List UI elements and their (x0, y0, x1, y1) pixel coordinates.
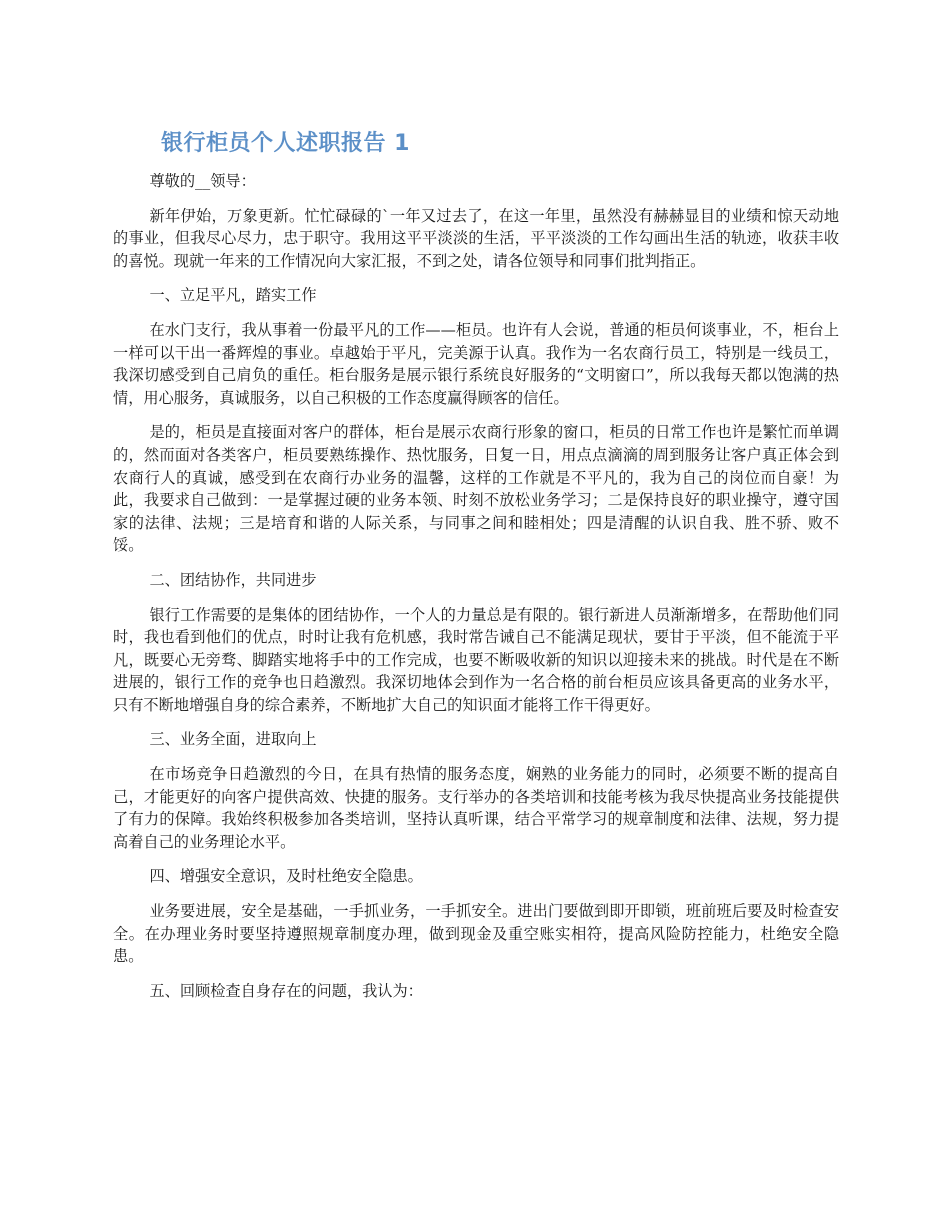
section-heading-3: 三、业务全面，进取向上 (149, 730, 317, 749)
paragraph-intro: 新年伊始，万象更新。忙忙碌碌的`一年又过去了，在这一年里，虽然没有赫赫显目的业绩和惊天动地的事业，但我尽心尽力，忠于职守。我用这平平淡淡的生活，平平淡淡的工作勾画出生活的轨迹，收获丰收的喜悦。现就一年来的工作情况向大家汇报，不到之处，请各位领导和同事们批判指正。 (113, 206, 839, 270)
paragraph-section-1a: 在水门支行，我从事着一份最平凡的工作——柜员。也许有人会说，普通的柜员何谈事业，不，柜台上一样可以干出一番辉煌的事业。卓越始于平凡，完美源于认真。我作为一名农商行员工，特别是一线员工，我深切感受到自己肩负的重任。柜台服务是展示银行系统良好服务的“文明窗口”，所以我每天都以饱满的热情，用心服务，真诚服务，以自己积极的工作态度赢得顾客的信任。 (113, 320, 839, 407)
paragraph-section-1b: 是的，柜员是直接面对客户的群体，柜台是展示农商行形象的窗口，柜员的日常工作也许是繁忙而单调的，然而面对各类客户，柜员要熟练操作、热忱服务，日复一日，用点点滴滴的周到服务让客户真正体会到农商行人的真诚，感受到在农商行办业务的温馨，这样的工作就是不平凡的，我为自己的岗位而自豪！为此，我要求自己做到：一是掌握过硬的业务本领、时刻不放松业务学习；二是保持良好的职业操守，遵守国家的法律、法规；三是培育和谐的人际关系，与同事之间和睦相处；四是清醒的认识自我、胜不骄、败不馁。 (113, 423, 839, 555)
section-heading-1: 一、立足平凡，踏实工作 (149, 286, 317, 305)
greeting-line: 尊敬的__领导： (149, 172, 256, 190)
paragraph-section-3: 在市场竞争日趋激烈的今日，在具有热情的服务态度，娴熟的业务能力的同时，必须要不断的提高自己，才能更好的向客户提供高效、快捷的服务。支行举办的各类培训和技能考核为我尽快提高业务技能提供了有力的保障。我始终积极参加各类培训，坚持认真听课，结合平常学习的规章制度和法律、法规，努力提高着自己的业务理论水平。 (113, 765, 839, 851)
document-title: 银行柜员个人述职报告 1 (161, 131, 410, 156)
paragraph-section-4: 业务要进展，安全是基础，一手抓业务，一手抓安全。进出门要做到即开即锁，班前班后要及时检查安全。在办理业务时要坚持遵照规章制度办理，做到现金及重空账实相符，提高风险防控能力，杜绝安全隐患。 (113, 902, 839, 966)
paragraph-section-2: 银行工作需要的是集体的团结协作，一个人的力量总是有限的。银行新进人员渐渐增多，在帮助他们同时，我也看到他们的优点，时时让我有危机感，我时常告诫自己不能满足现状，要甘于平淡，但不能流于平凡，既要心无旁骛、脚踏实地将手中的工作完成，也要不断吸收新的知识以迎接未来的挑战。时代是在不断进展的，银行工作的竞争也日趋激烈。我深切地体会到作为一名合格的前台柜员应该具备更高的业务水平，只有不断地增强自身的综合素养，不断地扩大自己的知识面才能将工作干得更好。 (113, 605, 839, 714)
section-heading-4: 四、增强安全意识，及时杜绝安全隐患。 (149, 867, 423, 886)
section-heading-5: 五、回顾检查自身存在的问题，我认为： (149, 981, 423, 1000)
document-page (113, 128, 839, 1014)
section-heading-2: 二、团结协作，共同进步 (149, 570, 317, 589)
document-body (113, 205, 839, 1003)
